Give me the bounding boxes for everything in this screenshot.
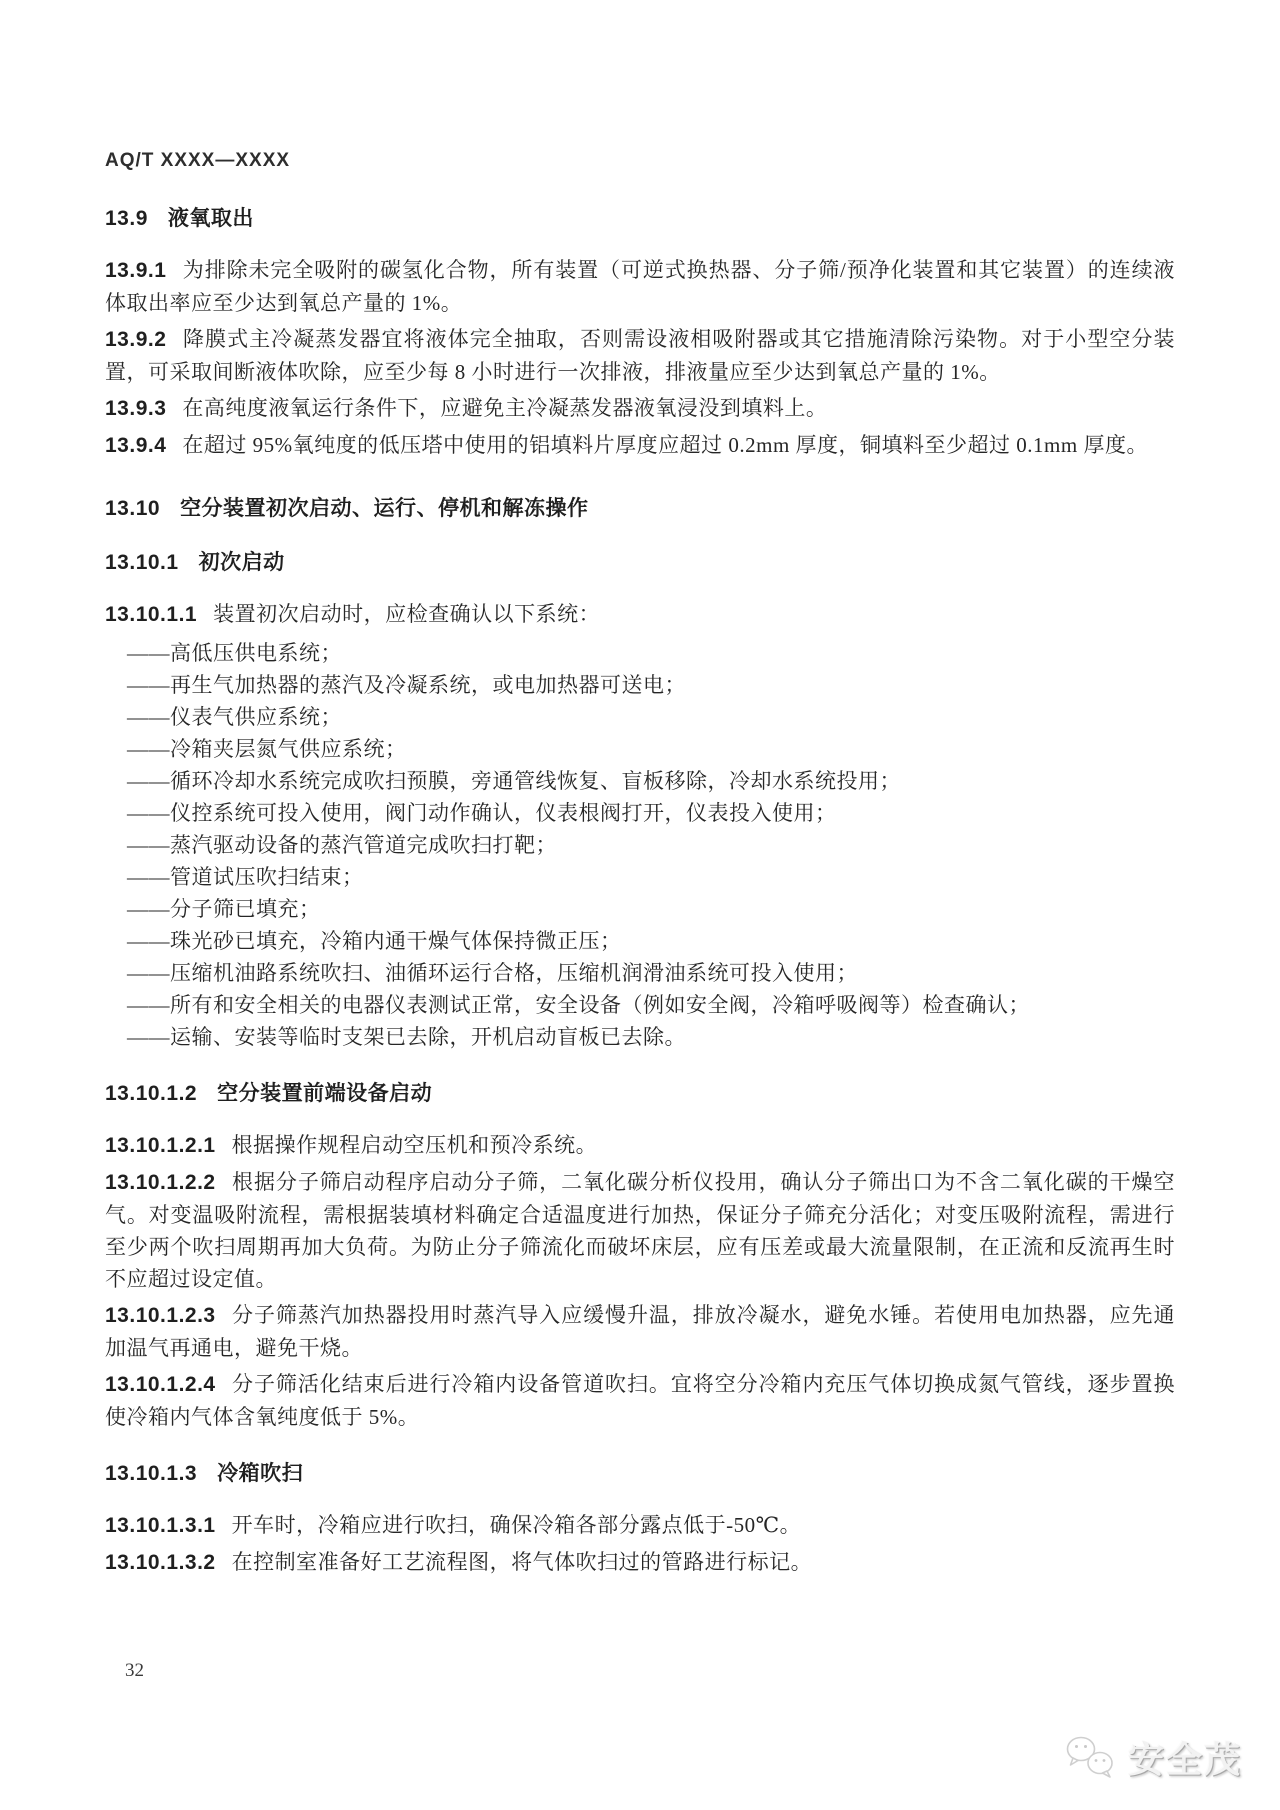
checklist-item: ——高低压供电系统； [127,641,342,665]
section-title: 液氧取出 [167,207,254,230]
clause-13-10-1-1 [105,598,1175,631]
clause-13-10-1-2-1 [105,1129,1175,1162]
clause-13-10-1-2-2 [105,1166,1175,1295]
wechat-bubbles-icon [1064,1735,1120,1781]
clause-13-10-1-3-2 [105,1546,1175,1579]
clause-number: 13.10.1.3.2 [105,1551,216,1574]
clause-number: 13.10.1.2.4 [105,1373,216,1396]
section-number: 13.9 [105,207,148,230]
clause-number: 13.9.1 [105,259,167,282]
checklist-item: ——蒸汽驱动设备的蒸汽管道完成吹扫打靶； [127,833,557,857]
clause-13-9-2 [105,323,1175,388]
clause-text: 在高纯度液氧运行条件下，应避免主冷凝蒸发器液氧浸没到填料上。 [182,396,828,420]
clause-number: 13.10.1.2.1 [105,1134,216,1157]
clause-number: 13.10.1.3.1 [105,1514,216,1537]
section-title: 空分装置前端设备启动 [217,1082,433,1105]
clause-13-9-3 [105,392,1175,425]
section-13-10-heading [105,492,1175,522]
checklist-item: ——仪控系统可投入使用，阀门动作确认，仪表根阀打开，仪表投入使用； [127,801,837,825]
clause-13-9-1 [105,254,1175,319]
doc-code-header: AQ/T XXXX—XXXX [105,150,291,171]
watermark-brand-text: 安全茂 [1127,1739,1242,1780]
clause-number: 13.9.3 [105,397,167,420]
clause-text: 分子筛蒸汽加热器投用时蒸汽导入应缓慢升温，排放冷凝水，避免水锤。若使用电加热器，应先通加温气再通电，避免干烧。 [105,1303,1175,1360]
clause-13-10-1-2-3 [105,1299,1175,1364]
checklist-item: ——循环冷却水系统完成吹扫预膜，旁通管线恢复、盲板移除，冷却水系统投用； [127,769,901,793]
section-13-10-1-2-heading [105,1077,1175,1107]
clause-text: 降膜式主冷凝蒸发器宜将液体完全抽取，否则需设液相吸附器或其它措施清除污染物。对于小型空分装置，可采取间断液体吹除，应至少每 8 小时进行一次排液，排液量应至少达到氧总产量的 1%。 [105,327,1175,384]
clause-text: 分子筛活化结束后进行冷箱内设备管道吹扫。宜将空分冷箱内充压气体切换成氮气管线，逐步置换使冷箱内气体含氧纯度低于 5%。 [105,1372,1175,1429]
clause-number: 13.10.1.1 [105,603,198,626]
checklist-item: ——珠光砂已填充，冷箱内通干燥气体保持微正压； [127,929,622,953]
clause-13-10-1-3-1 [105,1509,1175,1542]
section-13-10-1-3-heading [105,1457,1175,1487]
checklist-item: ——运输、安装等临时支架已去除，开机启动盲板已去除。 [127,1025,686,1049]
section-number: 13.10 [105,497,161,520]
clause-text: 在超过 95%氧纯度的低压塔中使用的铝填料片厚度应超过 0.2mm 厚度，铜填料至少超过 0.1mm 厚度。 [182,433,1148,457]
clause-number: 13.9.4 [105,434,167,457]
clause-text: 装置初次启动时，应检查确认以下系统： [213,602,601,626]
clause-number: 13.9.2 [105,328,167,351]
checklist-item: ——所有和安全相关的电器仪表测试正常，安全设备（例如安全阀，冷箱呼吸阀等）检查确认； [127,993,1030,1017]
clause-text: 根据操作规程启动空压机和预冷系统。 [231,1133,598,1157]
section-13-9-heading [105,202,1175,232]
checklist-item: ——冷箱夹层氮气供应系统； [127,737,407,761]
section-title: 冷箱吹扫 [217,1462,304,1485]
clause-13-10-1-2-4 [105,1368,1175,1433]
checklist-item: ——管道试压吹扫结束； [127,865,364,889]
startup-checklist [105,637,1175,1053]
clause-number: 13.10.1.2.2 [105,1171,216,1194]
clause-text: 为排除未完全吸附的碳氢化合物，所有装置（可逆式换热器、分子筛/预净化装置和其它装置）的连续液体取出率应至少达到氧总产量的 1%。 [105,258,1175,315]
clause-text: 在控制室准备好工艺流程图，将气体吹扫过的管路进行标记。 [231,1550,813,1574]
section-title: 空分装置初次启动、运行、停机和解冻操作 [180,497,589,520]
checklist-item: ——再生气加热器的蒸汽及冷凝系统，或电加热器可送电； [127,673,686,697]
clause-number: 13.10.1.2.3 [105,1304,216,1327]
document-content [105,150,1175,1583]
checklist-item: ——压缩机油路系统吹扫、油循环运行合格，压缩机润滑油系统可投入使用； [127,961,858,985]
checklist-item: ——分子筛已填充； [127,897,321,921]
section-number: 13.10.1 [105,551,179,574]
clause-text: 根据分子筛启动程序启动分子筛，二氧化碳分析仪投用，确认分子筛出口为不含二氧化碳的干燥空气。对变温吸附流程，需根据装填材料确定合适温度进行加热，保证分子筛充分活化；对变压吸附流程，需进行至少两个吹扫周期再加大负荷。为防止分子筛流化而破坏床层，应有压差或最大流量限制，在正流和反流再生时不应超过设定值。 [105,1170,1175,1291]
clause-13-9-4 [105,429,1175,462]
section-number: 13.10.1.3 [105,1462,198,1485]
clause-text: 开车时，冷箱应进行吹扫，确保冷箱各部分露点低于-50℃。 [231,1513,802,1537]
watermark [1064,1732,1242,1783]
page-number: 32 [125,1660,144,1681]
section-title: 初次启动 [198,551,285,574]
section-13-10-1-heading [105,546,1175,576]
section-number: 13.10.1.2 [105,1082,198,1105]
checklist-item: ——仪表气供应系统； [127,705,342,729]
